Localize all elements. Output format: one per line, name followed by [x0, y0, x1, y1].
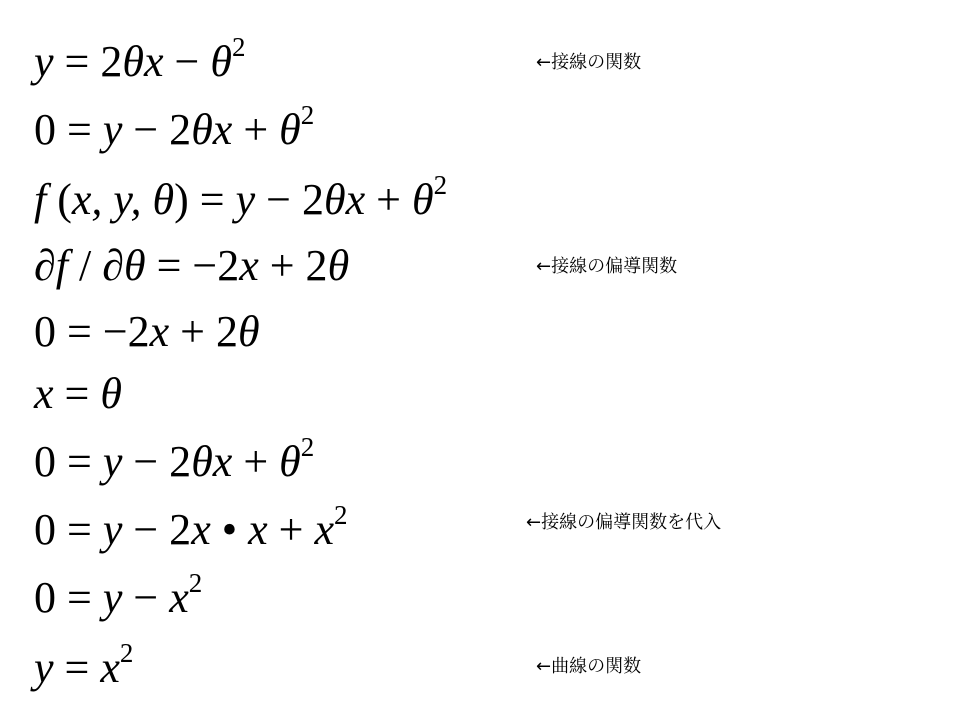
eq-term: θ [327, 241, 350, 290]
equation-partial-derivative [34, 241, 350, 290]
eq-term: y [102, 573, 123, 622]
eq-term: = [53, 369, 101, 418]
equation-substituted [34, 500, 348, 554]
eq-term: + [267, 505, 315, 554]
eq-term: + [365, 175, 412, 224]
eq-term: θ [210, 37, 232, 86]
eq-term: 0 = −2 [34, 307, 150, 356]
eq-term: ∂θ [102, 241, 146, 290]
eq-term: / [67, 241, 103, 290]
equation-row-5 [0, 307, 960, 370]
eq-term: y [102, 505, 123, 554]
eq-term: • [210, 505, 249, 554]
eq-term: − 2 [122, 505, 192, 554]
annotation-curve-function: ←曲線の関数 [536, 656, 642, 677]
eq-term: x [149, 307, 170, 356]
eq-term: y [102, 105, 123, 154]
eq-term: x [314, 505, 335, 554]
eq-exponent: 2 [300, 100, 315, 130]
eq-term: θ [279, 437, 301, 486]
eq-term: − 2 [122, 105, 192, 154]
eq-term: θx [122, 37, 164, 86]
eq-term: + 2 [169, 307, 238, 356]
eq-term: θ [100, 369, 122, 418]
eq-term: θx [191, 437, 233, 486]
equation-simplified [34, 568, 203, 622]
equation-x-equals-theta [34, 369, 122, 418]
eq-term: x [169, 573, 189, 622]
equation-derivative-zero [34, 307, 260, 356]
equation-rearranged [34, 100, 315, 154]
eq-term: y [235, 175, 256, 224]
equation-row-6 [0, 369, 960, 432]
eq-term: θ [411, 175, 434, 224]
equation-curve [34, 638, 134, 692]
equation-function-definition [34, 170, 448, 224]
eq-term: x [191, 505, 211, 554]
eq-term: = [53, 643, 101, 692]
eq-term: θx [323, 175, 366, 224]
eq-term: + 2 [258, 241, 328, 290]
eq-term: ( [46, 175, 72, 224]
eq-term: ∂f [34, 241, 68, 290]
eq-term: − 2 [255, 175, 324, 224]
annotation-tangent-partial-derivative: ←接線の偏導関数 [536, 256, 678, 277]
eq-term: 0 = [34, 437, 103, 486]
eq-term: + [232, 437, 280, 486]
eq-term: f [34, 175, 47, 224]
eq-term: x, y, θ [71, 175, 175, 224]
equation-rearranged-repeat [34, 432, 315, 486]
eq-term: 0 = [34, 573, 103, 622]
eq-term: x [248, 505, 268, 554]
eq-term: y [34, 643, 54, 692]
eq-exponent: 2 [334, 500, 348, 530]
eq-term: = −2 [145, 241, 240, 290]
eq-term: x [100, 643, 120, 692]
eq-term: − [122, 573, 170, 622]
equation-tangent-line [34, 32, 246, 86]
eq-term: θx [191, 105, 233, 154]
equation-row-8 [0, 500, 960, 568]
eq-term: y [34, 37, 54, 86]
equation-row-3 [0, 170, 960, 238]
eq-term: x [34, 369, 54, 418]
eq-term: = 2 [53, 37, 123, 86]
eq-term: 0 = [34, 505, 103, 554]
equation-row-10 [0, 638, 960, 706]
eq-term: + [232, 105, 280, 154]
eq-exponent: 2 [300, 432, 315, 462]
eq-exponent: 2 [119, 638, 134, 668]
annotation-substitute-partial-derivative: ←接線の偏導関数を代入 [526, 512, 722, 533]
eq-term: θ [238, 307, 260, 356]
eq-term: θ [279, 105, 301, 154]
eq-exponent: 2 [188, 568, 203, 598]
eq-exponent: 2 [433, 170, 448, 200]
eq-exponent: 2 [231, 32, 246, 62]
eq-term: x [239, 241, 259, 290]
equation-row-9 [0, 568, 960, 636]
eq-term: 0 = [34, 105, 103, 154]
equation-row-2 [0, 100, 960, 168]
eq-term: − 2 [122, 437, 192, 486]
eq-term: y [102, 437, 123, 486]
equation-row-1 [0, 32, 960, 100]
eq-term: − [163, 37, 211, 86]
equation-row-7 [0, 432, 960, 500]
annotation-tangent-function: ←接線の関数 [536, 52, 642, 73]
equation-row-4 [0, 241, 960, 304]
eq-term: ) = [174, 175, 236, 224]
